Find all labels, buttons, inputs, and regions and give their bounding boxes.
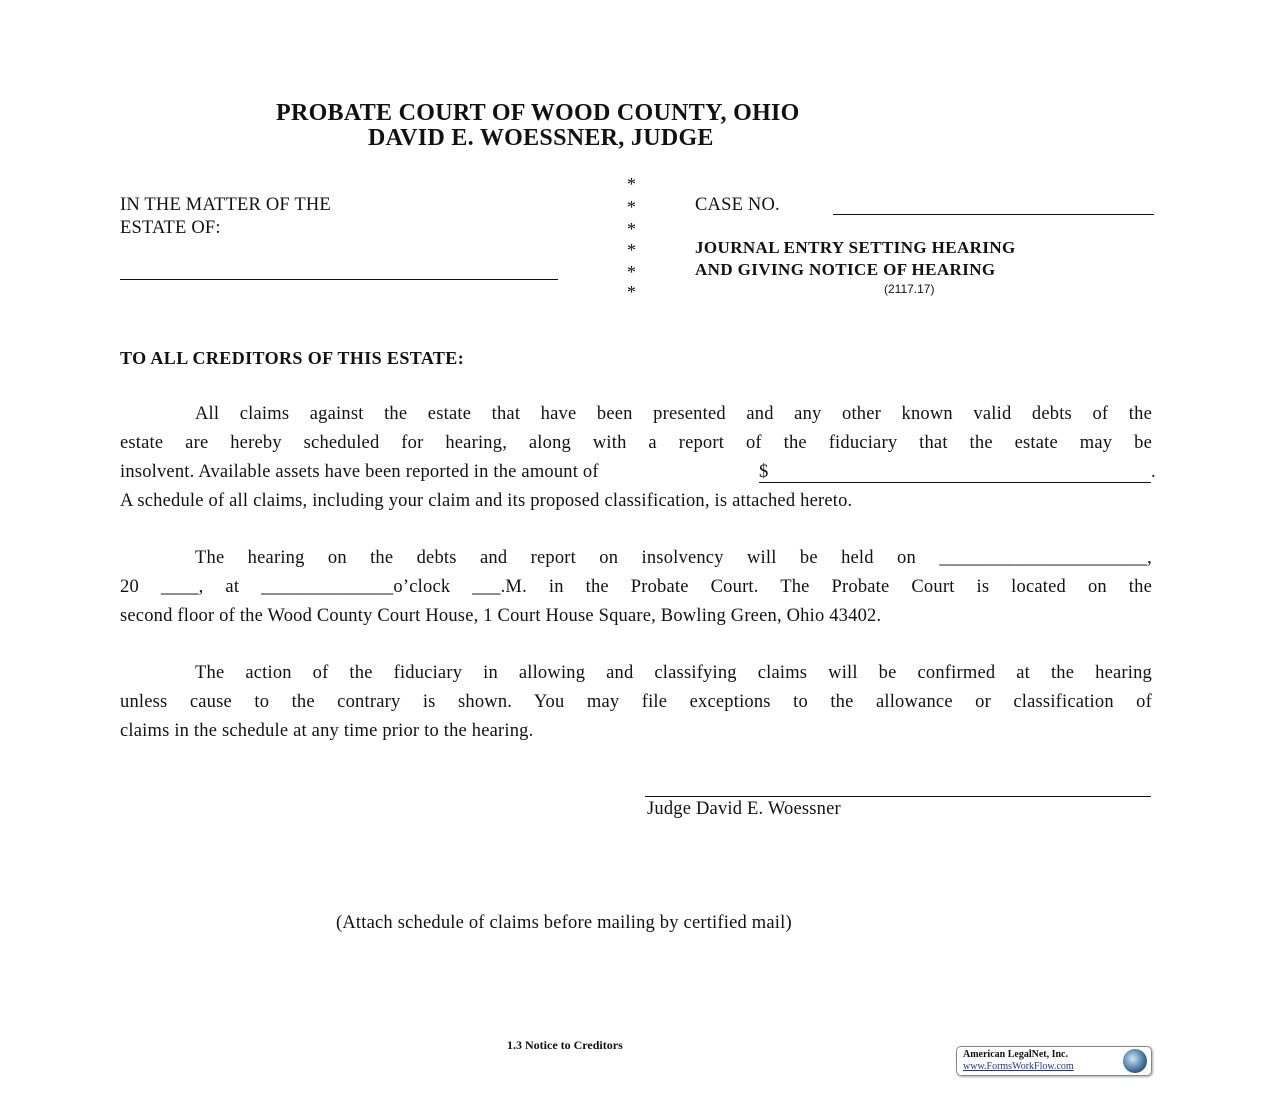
paragraph-line: estate are hereby scheduled for hearing, along with a report of the fiduciary that the estate may be — [120, 433, 1152, 453]
paragraph-line: The hearing on the debts and report on insolvency will be held on ______________________, — [195, 548, 1152, 568]
paragraph-line: unless cause to the contrary is shown. You may file exceptions to the allowance or classification of — [120, 692, 1152, 712]
entry-title-2: AND GIVING NOTICE OF HEARING — [695, 260, 996, 279]
signature-name: Judge David E. Woessner — [647, 799, 841, 819]
paragraph-line: 20 ____, at ______________o’clock ___.M. in the Probate Court. The Probate Court is located on the — [120, 577, 1152, 597]
estate-name-blank[interactable] — [120, 279, 558, 280]
caption-star: * — [627, 240, 636, 260]
matter-line-1: IN THE MATTER OF THE — [120, 195, 331, 215]
dollar-sign: $ — [759, 462, 769, 482]
paragraph-line: insolvent. Available assets have been reported in the amount of — [120, 462, 599, 482]
statute-ref: (2117.17) — [884, 282, 935, 296]
case-no-label: CASE NO. — [695, 195, 780, 215]
logo-name: American LegalNet, Inc. — [963, 1049, 1068, 1060]
amount-period: . — [1151, 462, 1156, 482]
paragraph-line: The action of the fiduciary in allowing and classifying claims will be confirmed at the hearing — [195, 663, 1152, 683]
caption-star: * — [627, 282, 636, 302]
signature-line[interactable] — [645, 796, 1151, 797]
form-name: 1.3 Notice to Creditors — [507, 1038, 623, 1052]
american-legalnet-logo[interactable] — [956, 1046, 1152, 1076]
caption-star: * — [627, 197, 636, 217]
paragraph-line: second floor of the Wood County Court House, 1 Court House Square, Bowling Green, Ohio 43402. — [120, 606, 882, 626]
caption-star: * — [627, 219, 636, 239]
attach-note: (Attach schedule of claims before mailing by certified mail) — [336, 913, 792, 933]
matter-line-2: ESTATE OF: — [120, 218, 221, 238]
caption-star: * — [627, 262, 636, 282]
entry-title-1: JOURNAL ENTRY SETTING HEARING — [695, 238, 1016, 257]
amount-field[interactable] — [759, 462, 1151, 483]
paragraph-line: All claims against the estate that have been presented and any other known valid debts of the — [195, 404, 1152, 424]
court-title: PROBATE COURT OF WOOD COUNTY, OHIO — [276, 100, 800, 126]
paragraph-line: A schedule of all claims, including your claim and its proposed classification, is attached hereto. — [120, 491, 853, 511]
paragraph-line: claims in the schedule at any time prior to the hearing. — [120, 721, 534, 741]
caption-star: * — [627, 174, 636, 194]
globe-icon — [1123, 1049, 1147, 1073]
case-no-blank[interactable] — [833, 214, 1154, 215]
salutation: TO ALL CREDITORS OF THIS ESTATE: — [120, 348, 465, 368]
logo-url[interactable]: www.FormsWorkFlow.com — [963, 1061, 1074, 1072]
judge-title: DAVID E. WOESSNER, JUDGE — [368, 125, 714, 151]
